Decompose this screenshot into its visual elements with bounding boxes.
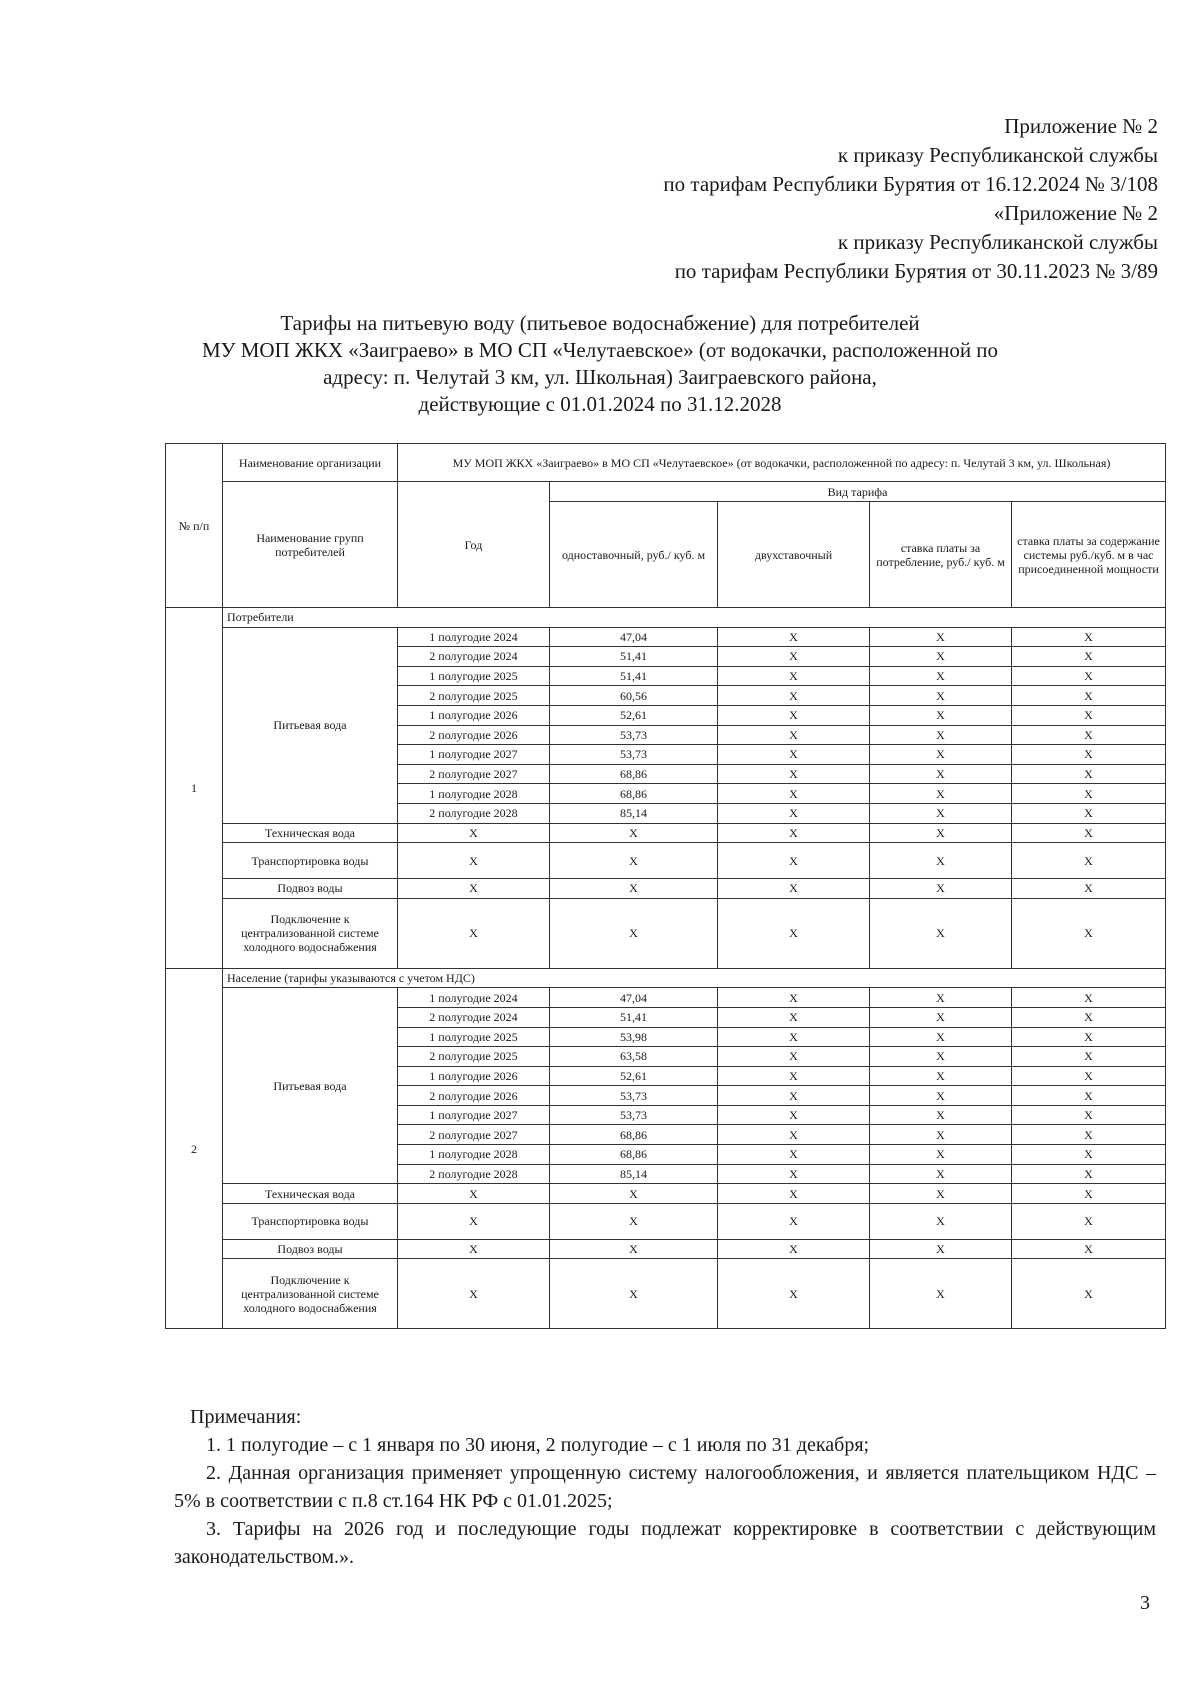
tariff-cell: X [1012, 1184, 1166, 1204]
header-line: к приказу Республиканской службы [837, 143, 1158, 167]
tariff-cell-consumption: X [870, 725, 1012, 745]
tariff-cell-single: 51,41 [550, 647, 718, 667]
period-cell: 2 полугодие 2027 [398, 1125, 550, 1145]
tariff-cell-consumption: X [870, 1066, 1012, 1086]
tariff-cell-consumption: X [870, 647, 1012, 667]
tariff-cell: X [870, 1184, 1012, 1204]
tariff-table-body [166, 608, 1166, 1329]
tariff-cell: X [870, 823, 1012, 843]
table-row [166, 898, 1166, 968]
tariff-cell: X [1012, 898, 1166, 968]
tariff-cell-maintenance: X [1012, 1047, 1166, 1067]
tariff-cell-consumption: X [870, 1164, 1012, 1184]
table-row [166, 1203, 1166, 1239]
tariff-cell-maintenance: X [1012, 1105, 1166, 1125]
section-title: Население (тарифы указываются с учетом НДС) [223, 968, 1166, 988]
consumer-group-cell: Транспортировка воды [223, 1203, 398, 1239]
tariff-cell-maintenance: X [1012, 1145, 1166, 1165]
note-item: 3. Тарифы на 2026 год и последующие годы подлежат корректировке в соответствии с действующим законодательством.». [174, 1518, 1156, 1568]
tariff-cell: X [870, 879, 1012, 899]
tariff-cell-consumption: X [870, 1105, 1012, 1125]
tariff-cell-single: 52,61 [550, 1066, 718, 1086]
tariff-cell: X [1012, 1259, 1166, 1329]
title-line: МУ МОП ЖКХ «Заиграево» в МО СП «Челутаевское» (от водокачки, расположенной по [201, 338, 999, 362]
tariff-cell-single: 68,86 [550, 1125, 718, 1145]
tariff-cell-single: 51,41 [550, 666, 718, 686]
tariff-cell-consumption: X [870, 1027, 1012, 1047]
tariff-cell: X [718, 879, 870, 899]
tariff-cell: X [718, 843, 870, 879]
tariff-cell-single: 53,73 [550, 1086, 718, 1106]
tariff-cell-maintenance: X [1012, 725, 1166, 745]
header-line: по тарифам Республики Бурятия от 16.12.2024 № 3/108 [663, 172, 1158, 196]
period-cell: 1 полугодие 2027 [398, 745, 550, 765]
tariff-cell-consumption: X [870, 745, 1012, 765]
tariff-cell: X [718, 898, 870, 968]
header-line: по тарифам Республики Бурятия от 30.11.2023 № 3/89 [674, 259, 1158, 283]
tariff-cell: X [550, 1203, 718, 1239]
tariff-cell: X [398, 898, 550, 968]
tariff-cell-consumption: X [870, 1086, 1012, 1106]
tariff-table [165, 443, 1166, 1329]
column-header-organization: Наименование организации [223, 444, 398, 482]
tariff-cell-consumption: X [870, 686, 1012, 706]
period-cell: 2 полугодие 2028 [398, 1164, 550, 1184]
tariff-cell-single: 51,41 [550, 1007, 718, 1027]
period-cell: 2 полугодие 2024 [398, 647, 550, 667]
tariff-cell: X [398, 1239, 550, 1259]
tariff-cell-double: X [718, 1007, 870, 1027]
table-row [166, 823, 1166, 843]
tariff-cell-double: X [718, 803, 870, 823]
consumer-group-cell: Техническая вода [223, 1184, 398, 1204]
title-line: Тарифы на питьевую воду (питьевое водоснабжение) для потребителей [280, 311, 920, 335]
tariff-cell-consumption: X [870, 784, 1012, 804]
consumer-group-cell: Подвоз воды [223, 879, 398, 899]
tariff-cell-double: X [718, 1027, 870, 1047]
consumer-group-cell: Транспортировка воды [223, 843, 398, 879]
tariff-cell: X [870, 843, 1012, 879]
title-line: действующие с 01.01.2024 по 31.12.2028 [418, 392, 782, 416]
tariff-cell-single: 68,86 [550, 784, 718, 804]
column-header-tariff-type: Вид тарифа [550, 482, 1166, 502]
tariff-cell: X [718, 1259, 870, 1329]
tariff-cell: X [1012, 823, 1166, 843]
tariff-cell-double: X [718, 686, 870, 706]
tariff-cell-single: 85,14 [550, 1164, 718, 1184]
tariff-cell-double: X [718, 764, 870, 784]
tariff-cell-double: X [718, 666, 870, 686]
tariff-cell: X [718, 1203, 870, 1239]
tariff-cell: X [550, 879, 718, 899]
tariff-cell-single: 53,73 [550, 745, 718, 765]
period-cell: 1 полугодие 2028 [398, 1145, 550, 1165]
tariff-cell-double: X [718, 705, 870, 725]
tariff-cell-double: X [718, 1047, 870, 1067]
period-cell: 1 полугодие 2027 [398, 1105, 550, 1125]
column-header-two-rate: двухставочный [718, 502, 870, 608]
consumer-group-cell: Подключение к централизованной системе холодного водоснабжения [223, 1259, 398, 1329]
tariff-cell: X [870, 1259, 1012, 1329]
tariff-cell: X [398, 1203, 550, 1239]
tariff-cell: X [550, 1184, 718, 1204]
tariff-cell-consumption: X [870, 1047, 1012, 1067]
tariff-cell-single: 53,73 [550, 725, 718, 745]
header-line: «Приложение № 2 [993, 201, 1158, 225]
tariff-cell-single: 47,04 [550, 627, 718, 647]
document-title [150, 310, 1050, 418]
tariff-cell-consumption: X [870, 988, 1012, 1008]
section-title-row [166, 968, 1166, 988]
period-cell: 1 полугодие 2024 [398, 988, 550, 1008]
section-title: Потребители [223, 608, 1166, 628]
tariff-cell-double: X [718, 725, 870, 745]
tariff-cell-double: X [718, 1105, 870, 1125]
tariff-cell-maintenance: X [1012, 1086, 1166, 1106]
tariff-cell-maintenance: X [1012, 803, 1166, 823]
tariff-cell: X [398, 879, 550, 899]
tariff-cell-single: 85,14 [550, 803, 718, 823]
organization-name: МУ МОП ЖКХ «Заиграево» в МО СП «Челутаевское» (от водокачки, расположенной по адресу: п. Челутай 3 км, ул. Школьная) [398, 444, 1166, 482]
tariff-cell: X [550, 898, 718, 968]
table-row [166, 988, 1166, 1008]
consumer-group-drinking-water: Питьевая вода [223, 627, 398, 823]
tariff-cell-consumption: X [870, 803, 1012, 823]
tariff-cell: X [1012, 843, 1166, 879]
tariff-cell: X [398, 823, 550, 843]
tariff-cell-maintenance: X [1012, 647, 1166, 667]
tariff-cell: X [718, 1239, 870, 1259]
tariff-cell: X [870, 1239, 1012, 1259]
period-cell: 1 полугодие 2025 [398, 666, 550, 686]
table-row [166, 879, 1166, 899]
consumer-group-cell: Подвоз воды [223, 1239, 398, 1259]
period-cell: 1 полугодие 2026 [398, 1066, 550, 1086]
tariff-cell-maintenance: X [1012, 1007, 1166, 1027]
tariff-cell-maintenance: X [1012, 666, 1166, 686]
table-row [166, 627, 1166, 647]
notes [174, 1403, 1156, 1571]
tariff-cell-single: 52,61 [550, 705, 718, 725]
tariff-cell: X [870, 898, 1012, 968]
period-cell: 1 полугодие 2025 [398, 1027, 550, 1047]
period-cell: 1 полугодие 2024 [398, 627, 550, 647]
header-line: к приказу Республиканской службы [837, 230, 1158, 254]
tariff-cell-maintenance: X [1012, 1125, 1166, 1145]
consumer-group-cell: Подключение к централизованной системе холодного водоснабжения [223, 898, 398, 968]
tariff-cell-single: 68,86 [550, 1145, 718, 1165]
column-header-year: Год [398, 482, 550, 608]
section-title-row [166, 608, 1166, 628]
period-cell: 2 полугодие 2024 [398, 1007, 550, 1027]
tariff-cell-maintenance: X [1012, 784, 1166, 804]
tariff-cell: X [398, 1184, 550, 1204]
tariff-cell: X [870, 1203, 1012, 1239]
tariff-cell-double: X [718, 647, 870, 667]
tariff-cell-maintenance: X [1012, 745, 1166, 765]
note-item: 2. Данная организация применяет упрощенную систему налогообложения, и является плательщиком НДС – 5% в соответствии с п.8 ст.164 НК РФ с 01.01.2025; [174, 1462, 1156, 1512]
tariff-cell-single: 53,73 [550, 1105, 718, 1125]
consumer-group-drinking-water: Питьевая вода [223, 988, 398, 1184]
tariff-cell-consumption: X [870, 666, 1012, 686]
title-line: адресу: п. Челутай 3 км, ул. Школьная) Заиграевского района, [323, 365, 877, 389]
column-header-number: № п/п [166, 444, 223, 608]
period-cell: 1 полугодие 2026 [398, 705, 550, 725]
tariff-cell: X [1012, 1239, 1166, 1259]
column-header-consumption-rate: ставка платы за потребление, руб./ куб. м [870, 502, 1012, 608]
page-number: 3 [1140, 1592, 1150, 1614]
tariff-cell-consumption: X [870, 1125, 1012, 1145]
tariff-cell: X [1012, 879, 1166, 899]
tariff-cell-double: X [718, 1164, 870, 1184]
consumer-group-cell: Техническая вода [223, 823, 398, 843]
header-line: Приложение № 2 [1004, 114, 1158, 138]
tariff-cell-maintenance: X [1012, 686, 1166, 706]
column-header-maintenance-rate: ставка платы за содержание системы руб./куб. м в час присоединенной мощности [1012, 502, 1166, 608]
tariff-cell: X [718, 1184, 870, 1204]
table-row [166, 1184, 1166, 1204]
period-cell: 2 полугодие 2025 [398, 686, 550, 706]
period-cell: 2 полугодие 2028 [398, 803, 550, 823]
period-cell: 2 полугодие 2026 [398, 1086, 550, 1106]
tariff-cell-consumption: X [870, 627, 1012, 647]
tariff-cell: X [398, 1259, 550, 1329]
tariff-cell-single: 60,56 [550, 686, 718, 706]
tariff-cell-double: X [718, 1145, 870, 1165]
period-cell: 2 полугодие 2026 [398, 725, 550, 745]
period-cell: 1 полугодие 2028 [398, 784, 550, 804]
note-item: 1. 1 полугодие – с 1 января по 30 июня, 2 полугодие – с 1 июля по 31 декабря; [206, 1434, 870, 1456]
tariff-cell-maintenance: X [1012, 705, 1166, 725]
section-number: 1 [166, 608, 223, 969]
tariff-cell-double: X [718, 627, 870, 647]
tariff-cell-consumption: X [870, 1145, 1012, 1165]
tariff-cell-maintenance: X [1012, 1027, 1166, 1047]
tariff-cell-double: X [718, 1066, 870, 1086]
tariff-cell-consumption: X [870, 705, 1012, 725]
tariff-cell: X [550, 1239, 718, 1259]
tariff-cell: X [550, 823, 718, 843]
tariff-cell-double: X [718, 745, 870, 765]
notes-heading: Примечания: [190, 1406, 302, 1428]
tariff-cell-consumption: X [870, 1007, 1012, 1027]
tariff-cell: X [1012, 1203, 1166, 1239]
tariff-cell: X [550, 1259, 718, 1329]
appendix-header [663, 112, 1158, 286]
tariff-cell-single: 63,58 [550, 1047, 718, 1067]
tariff-cell: X [398, 843, 550, 879]
tariff-cell-maintenance: X [1012, 988, 1166, 1008]
tariff-cell-double: X [718, 988, 870, 1008]
tariff-cell-consumption: X [870, 764, 1012, 784]
tariff-cell-single: 68,86 [550, 764, 718, 784]
section-number: 2 [166, 968, 223, 1329]
tariff-cell-double: X [718, 1086, 870, 1106]
period-cell: 2 полугодие 2027 [398, 764, 550, 784]
tariff-cell-double: X [718, 784, 870, 804]
tariff-cell: X [718, 823, 870, 843]
tariff-cell-maintenance: X [1012, 1066, 1166, 1086]
tariff-cell-maintenance: X [1012, 627, 1166, 647]
tariff-cell-single: 47,04 [550, 988, 718, 1008]
tariff-cell-double: X [718, 1125, 870, 1145]
table-row [166, 1259, 1166, 1329]
table-row [166, 1239, 1166, 1259]
column-header-consumer-groups: Наименование групп потребителей [223, 482, 398, 608]
table-row [166, 843, 1166, 879]
tariff-cell-maintenance: X [1012, 764, 1166, 784]
tariff-cell-maintenance: X [1012, 1164, 1166, 1184]
period-cell: 2 полугодие 2025 [398, 1047, 550, 1067]
tariff-cell-single: 53,98 [550, 1027, 718, 1047]
tariff-cell: X [550, 843, 718, 879]
column-header-single-rate: одноставочный, руб./ куб. м [550, 502, 718, 608]
